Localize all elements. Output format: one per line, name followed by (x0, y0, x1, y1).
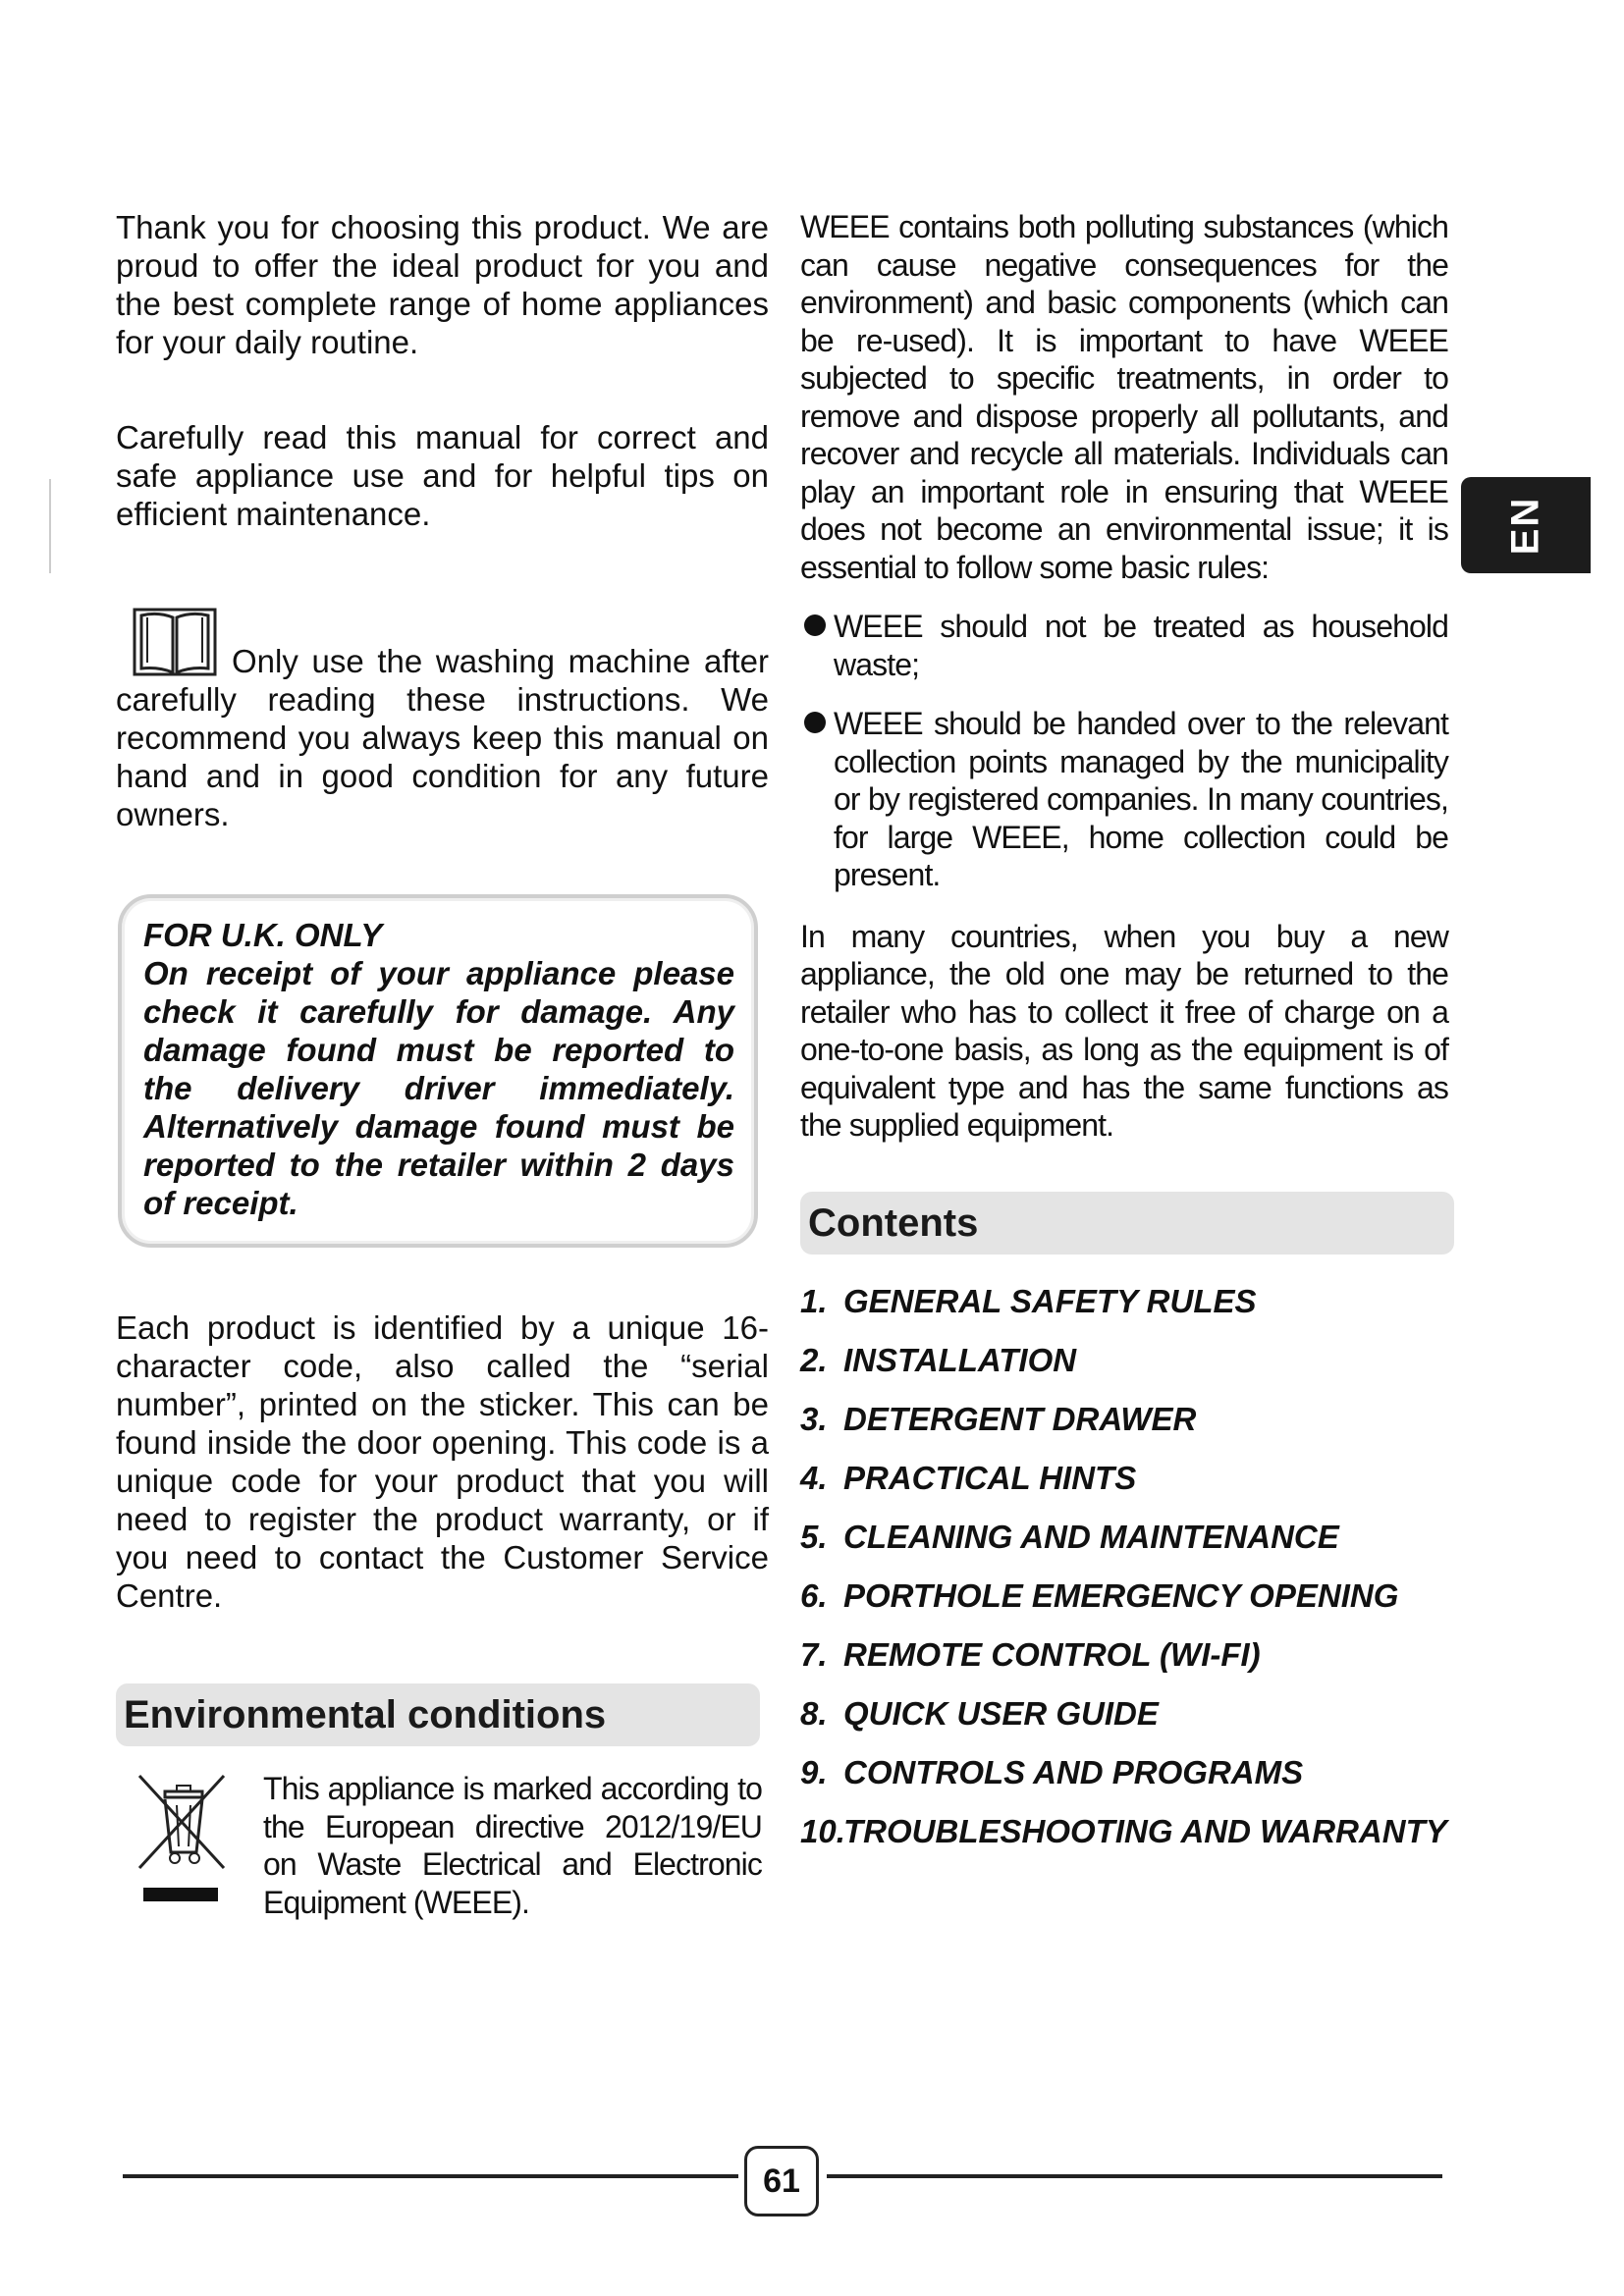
toc-item[interactable]: 4. PRACTICAL HINTS (800, 1459, 1137, 1496)
footer-rule-left (123, 2174, 738, 2178)
environmental-heading: Environmental conditions (116, 1683, 760, 1746)
intro-thanks: Thank you for choosing this product. We are proud to offer the ideal product for you and the best complete range of home appliances for your daily routine. (116, 209, 769, 360)
page-number: 61 (744, 2146, 819, 2216)
bullet-icon (804, 614, 826, 636)
weee-rules-list (800, 608, 1448, 894)
list-item: WEEE should not be treated as household waste; (800, 608, 1448, 683)
language-tab: EN (1461, 477, 1591, 573)
retailer-return-text: In many countries, when you buy a new appliance, the old one may be returned to the retailer who has to collect it free of charge on a one-to-one basis, as long as the equipment is of equivalent type and has the same functions as the supplied equipment. (800, 918, 1448, 1143)
book-note (116, 604, 769, 833)
toc-item[interactable]: 1. GENERAL SAFETY RULES (800, 1282, 1257, 1319)
weee-directive-text: This appliance is marked according to the European directive 2012/19/EU on Waste Electrical and Electronic Equipment (WEEE). (263, 1771, 762, 1920)
footer-rule-right (827, 2174, 1442, 2178)
open-book-icon (132, 604, 218, 680)
book-note-text: Only use the washing machine after carefully reading these instructions. We recommend you always keep this manual on hand and in good condition for any future owners. (116, 643, 769, 832)
toc-item[interactable]: 9. CONTROLS AND PROGRAMS (800, 1753, 1304, 1790)
uk-only-title: FOR U.K. ONLY (143, 917, 383, 953)
list-item: WEEE should be handed over to the relevant collection points managed by the municipality or by registered companies. In many countries, for large WEEE, home collection could be present. (800, 705, 1448, 894)
table-of-contents (800, 1272, 1448, 1861)
toc-item[interactable]: 2. INSTALLATION (800, 1341, 1077, 1378)
contents-heading: Contents (800, 1192, 1454, 1255)
left-column (116, 208, 769, 1921)
weee-intro-block (116, 1770, 769, 1921)
crossed-out-bin-icon (135, 1770, 230, 1907)
toc-item[interactable]: 8. QUICK USER GUIDE (800, 1694, 1159, 1732)
intro-read-manual: Carefully read this manual for correct and safe appliance use and for helpful tips on efficient maintenance. (116, 419, 769, 532)
toc-item[interactable]: 10. TROUBLESHOOTING AND WARRANTY (800, 1812, 1447, 1849)
right-column (800, 208, 1448, 1861)
toc-item[interactable]: 7. REMOTE CONTROL (WI-FI) (800, 1635, 1261, 1673)
toc-item[interactable]: 6. PORTHOLE EMERGENCY OPENING (800, 1576, 1399, 1614)
serial-number-text: Each product is identified by a unique 16-character code, also called the “serial number”, printed on the sticker. This can be found inside the door opening. This code is a unique code for your product that you will need to register the product warranty, or if you need to contact the Customer Service Centre. (116, 1309, 769, 1614)
weee-info-text: WEEE contains both polluting substances (which can cause negative consequences for the environment) and basic components (which can be re-used). It is important to have WEEE subjected to specific treatments, in order to remove and dispose properly all pollutants, and recover and recycle all materials. Individuals can play an important role in ensuring that WEEE does not become an environmental issue; it is essential to follow some basic rules: (800, 209, 1448, 585)
toc-item[interactable]: 3. DETERGENT DRAWER (800, 1400, 1197, 1437)
bullet-icon (804, 712, 826, 733)
toc-item[interactable]: 5. CLEANING AND MAINTENANCE (800, 1518, 1339, 1555)
uk-only-text: On receipt of your appliance please check it carefully for damage. Any damage found must be reported to the delivery driver immediately. Alternatively damage found must be reported to the retailer within 2 days of receipt. (143, 955, 734, 1221)
uk-only-box (118, 894, 758, 1248)
margin-mark (49, 479, 51, 573)
